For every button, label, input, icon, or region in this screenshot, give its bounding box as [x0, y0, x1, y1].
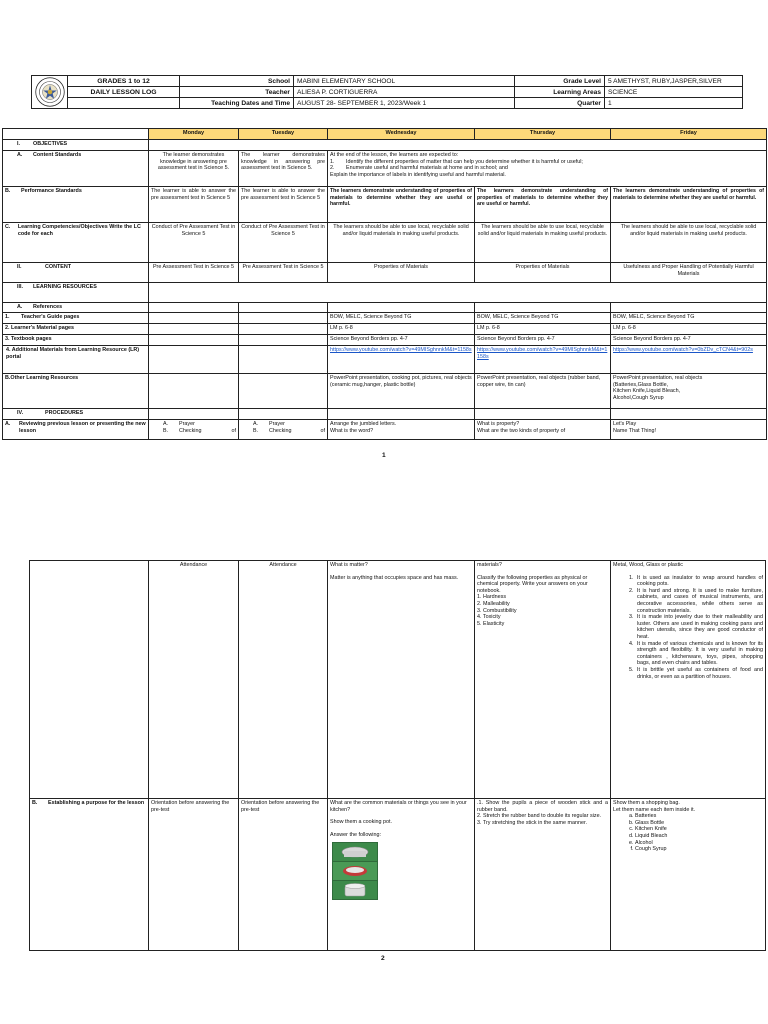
content-standards-mon: The learner demonstrates knowledge in answering pre assessment test in Science 5.	[149, 151, 239, 187]
school-value: MABINI ELEMENTARY SCHOOL	[294, 76, 515, 87]
content-tue: Pre Assessment Test in Science 5	[239, 263, 328, 283]
learning-areas-label: Learning Areas	[515, 87, 605, 98]
teacher-label: Teacher	[180, 87, 294, 98]
day-header-thursday: Thursday	[475, 129, 611, 140]
shopping-bag-item: e. Alcohol	[635, 840, 763, 847]
blank-cell	[149, 324, 239, 335]
blank-cell	[149, 409, 239, 420]
cooking-pot-pictures	[332, 842, 378, 900]
grades-label: GRADES 1 to 12	[68, 76, 180, 87]
additional-materials-fri[interactable]	[611, 346, 767, 374]
performance-standards-thu: The learners demonstrate understanding of properties of materials to determine whether they are useful or harmful.	[475, 187, 611, 223]
content-thu: Properties of Materials	[475, 263, 611, 283]
property-item: 4. Toxicity	[477, 614, 501, 621]
grade-level-label: Grade Level	[515, 76, 605, 87]
competencies-wed: The learners should be able to use local, recyclable solid and/or liquid materials in making useful products.	[328, 223, 475, 263]
content-standards-wed: At the end of the lesson, the learners are expected to: 1. Identify the different properties of matter that can help you determine whether it is harmful or useful; 2. Enumerate useful and harmful materials at home and in school; and Explain the importance of labels in identifying useful and harmful material.	[328, 151, 767, 187]
references-label: A. References	[3, 303, 149, 313]
purpose-fri: Show them a shopping bag. Let them name each item inside it. a. Batteries b. Glass Bottle c. Kitchen Knife d. Liquid Bleach e. Alcohol f. Cough Syrup	[611, 799, 766, 951]
content-standards-label: A. Content Standards	[3, 151, 149, 187]
blank-cell	[68, 98, 180, 109]
competencies-fri: The learners should be able to use local, recyclable solid and/or liquid materials in making useful products.	[611, 223, 767, 263]
reviewing-tue-continued: Attendance	[239, 561, 328, 799]
performance-standards-fri: The learners demonstrate understanding of properties of materials to determine whether they are useful or harmful.	[611, 187, 767, 223]
purpose-mon: Orientation before answering the pre-test	[149, 799, 239, 951]
reviewing-label: A. Reviewing previous lesson or presenting the new lesson	[3, 420, 149, 440]
blank-cell	[30, 561, 149, 799]
blank-cell	[149, 346, 239, 374]
property-item: 2. Malleability	[477, 600, 510, 607]
reviewing-fri: Let's Play Name That Thing!	[611, 420, 767, 440]
learning-resources-label: III. LEARNING RESOURCES	[3, 283, 149, 303]
school-label: School	[180, 76, 294, 87]
deped-seal-logo	[32, 76, 68, 109]
learners-material-thu: LM p. 6-8	[475, 324, 611, 335]
procedures-heading: IV. PROCEDURES	[3, 409, 149, 420]
blank-cell	[611, 409, 767, 420]
quarter-label: Quarter	[515, 98, 605, 109]
learning-resources-blank	[149, 283, 767, 303]
shopping-bag-item: d. Liquid Bleach	[635, 833, 763, 840]
shopping-bag-item: a. Batteries	[635, 813, 763, 820]
shopping-bag-item: c. Kitchen Knife	[635, 826, 763, 833]
teachers-guide-fri: BOW, MELC, Science Beyond TG	[611, 313, 767, 324]
day-header-tuesday: Tuesday	[239, 129, 328, 140]
blank-cell	[611, 303, 767, 313]
purpose-thu: .1. Show the pupils a piece of wooden stick and a rubber band. 2. Stretch the rubber band to double its regular size. 3. Try stretching the stick in the same manner.	[475, 799, 611, 951]
reviewing-wed: Arrange the jumbled letters. What is the word?	[328, 420, 475, 440]
blank-cell	[475, 303, 611, 313]
blank-cell	[328, 409, 475, 420]
learners-material-label: 2. Learner's Material pages	[3, 324, 149, 335]
performance-standards-tue: The learner is able to answer the pre assessment test in Science 5	[239, 187, 328, 223]
quarter-value: 1	[605, 98, 743, 109]
youtube-link[interactable]: https://www.youtube.com/watch?v=49MISghnnkM&t=1158s	[477, 347, 608, 360]
property-item: 1. Hardness	[477, 594, 507, 601]
objectives-heading: I. OBJECTIVES	[3, 140, 149, 151]
clue-item: 3. It is made into jewelry due to their malleability and luster. Others are used in making cooking pans and kitchen utensils, since they are good conductor of heat.	[635, 614, 763, 640]
youtube-link[interactable]: https://www.youtube.com/watch?v=49MISghnnkM&t=1158s	[330, 347, 472, 353]
blank-cell	[239, 335, 328, 346]
header-table	[31, 75, 743, 109]
deped-seal-icon	[35, 77, 65, 107]
other-resources-fri: PowerPoint presentation, real objects (Batteries,Glass Bottle, Kitchen Knife,Liquid Bleach, Alcohol,Cough Syrup	[611, 374, 767, 409]
reviewing-mon: A. Prayer B. Checking of	[149, 420, 239, 440]
clue-item: 5. It is brittle yet useful as containers of food and drinks, or even as a partition of houses.	[635, 667, 763, 680]
page-number: 1	[382, 452, 386, 459]
clue-item: 2. It is hard and strong. It is used to make furniture, cabinets, and cases of musical instruments, and decorative accessories, while others serve as construction materials.	[635, 588, 763, 614]
competencies-thu: The learners should be able to use local, recyclable solid and/or liquid materials in making useful products.	[475, 223, 611, 263]
learners-material-wed: LM p. 6-8	[328, 324, 475, 335]
textbook-pages-label: 3. Textbook pages	[3, 335, 149, 346]
dates-value: AUGUST 28- SEPTEMBER 1, 2023/Week 1	[294, 98, 515, 109]
property-item: 3. Combustibility	[477, 607, 517, 614]
teachers-guide-wed: BOW, MELC, Science Beyond TG	[328, 313, 475, 324]
textbook-pages-thu: Science Beyond Borders pp. 4-7	[475, 335, 611, 346]
objectives-blank	[149, 140, 767, 151]
dll-title: DAILY LESSON LOG	[68, 87, 180, 98]
reviewing-tue: A. Prayer B. Checking of	[239, 420, 328, 440]
competencies-label: C. Learning Competencies/Objectives Write the LC code for each	[3, 223, 149, 263]
blank-cell	[239, 324, 328, 335]
competencies-mon: Conduct of Pre Assessment Test in Science 5	[149, 223, 239, 263]
content-mon: Pre Assessment Test in Science 5	[149, 263, 239, 283]
reviewing-wed-continued: What is matter? Matter is anything that occupies space and has mass.	[328, 561, 475, 799]
blank-cell	[149, 313, 239, 324]
blank-cell	[328, 303, 475, 313]
textbook-pages-fri: Science Beyond Borders pp. 4-7	[611, 335, 767, 346]
clue-item: 4. It is made of various chemicals and is known for its strength and flexibility. It is very useful in making containers , kitchenware, toys, pipes, shopping bags, and even chairs and tables.	[635, 641, 763, 667]
learning-areas-value: SCIENCE	[605, 87, 743, 98]
content-fri: Usefulness and Proper Handling of Potentially Harmful Materials	[611, 263, 767, 283]
shopping-bag-item: f. Cough Syrup	[635, 846, 763, 853]
blank-cell	[239, 313, 328, 324]
teachers-guide-label: 1. Teacher's Guide pages	[3, 313, 149, 324]
blank-cell	[149, 335, 239, 346]
blank-cell	[475, 409, 611, 420]
lesson-log-table	[2, 128, 767, 440]
day-header-friday: Friday	[611, 129, 767, 140]
blank-cell	[239, 374, 328, 409]
corner-cell	[3, 129, 149, 140]
other-resources-label: B.Other Learning Resources	[3, 374, 149, 409]
competencies-tue: Conduct of Pre Assessment Test in Science 5	[239, 223, 328, 263]
other-resources-wed: PowerPoint presentation, cooking pot, pictures, real objects (ceramic mug,hanger, plastic bottle)	[328, 374, 475, 409]
reviewing-thu: What is property? What are the two kinds of property of	[475, 420, 611, 440]
day-header-wednesday: Wednesday	[328, 129, 475, 140]
additional-materials-label: 4. Additional Materials from Learning Resource (LR) portal	[3, 346, 149, 374]
day-header-monday: Monday	[149, 129, 239, 140]
dates-label: Teaching Dates and Time	[180, 98, 294, 109]
additional-materials-wed[interactable]	[328, 346, 475, 374]
blank-cell	[239, 303, 328, 313]
youtube-link[interactable]: https://www.youtube.com/watch?v=0bZDv_cTCN4&t=902s	[613, 347, 753, 353]
purpose-label: B. Establishing a purpose for the lesson	[30, 799, 149, 951]
textbook-pages-wed: Science Beyond Borders pp. 4-7	[328, 335, 475, 346]
blank-cell	[239, 409, 328, 420]
performance-standards-mon: The learner is able to answer the pre assessment test in Science 5	[149, 187, 239, 223]
page-number: 2	[381, 955, 385, 962]
purpose-tue: Orientation before answering the pre-test	[239, 799, 328, 951]
reviewing-mon-continued: Attendance	[149, 561, 239, 799]
blank-cell	[149, 303, 239, 313]
blank-cell	[239, 346, 328, 374]
blank-cell	[149, 374, 239, 409]
reviewing-fri-continued: Metal, Wood, Glass or plastic 1. It is used as insulator to wrap around handles of cooking pots. 2. It is hard and strong. It is used to make furniture, cabinets, and cases of musical instruments, and decorative accessories, while others serve as construction materials. 3. It is made into jewelry due to their malleability and luster. Others are used in making cooking pans and kitchen utensils, since they are good conductor of heat. 4. It is made of various chemicals and is known for its strength and flexibility. It is very useful in making containers , kitchenware, toys, pipes, shopping bags, and even chairs and tables. 5. It is brittle yet useful as containers of food and drinks, or even as a partition of houses.	[611, 561, 766, 799]
learners-material-fri: LM p. 6-8	[611, 324, 767, 335]
additional-materials-thu[interactable]	[475, 346, 611, 374]
teachers-guide-thu: BOW, MELC, Science Beyond TG	[475, 313, 611, 324]
purpose-wed: What are the common materials or things you see in your kitchen? Show them a cooking pot. Answer the following:	[328, 799, 475, 951]
reviewing-thu-continued: materials? Classify the following properties as physical or chemical property. Write your answers on your notebook. 1. Hardness 2. Malleability 3. Combustibility 4. Toxicity 5. Elasticity	[475, 561, 611, 799]
performance-standards-label: B. Performance Standards	[3, 187, 149, 223]
content-standards-tue: The learner demonstrates knowledge in answering pre assessment test in Science 5.	[239, 151, 328, 187]
clue-item: 1. It is used as insulator to wrap around handles of cooking pots.	[635, 575, 763, 588]
other-resources-thu: PowerPoint presentation, real objects (rubber band, copper wire, tin can)	[475, 374, 611, 409]
content-label: II. CONTENT	[3, 263, 149, 283]
property-item: 5. Elasticity	[477, 620, 505, 627]
teacher-value: ALIESA P. CORTIGUERRA	[294, 87, 515, 98]
lesson-log-table-continued	[29, 560, 766, 951]
content-wed: Properties of Materials	[328, 263, 475, 283]
grade-level-value: 5 AMETHYST, RUBY,JASPER,SILVER	[605, 76, 743, 87]
shopping-bag-item: b. Glass Bottle	[635, 820, 763, 827]
performance-standards-wed: The learners demonstrate understanding of properties of materials to determine whether they are useful or harmful.	[328, 187, 475, 223]
